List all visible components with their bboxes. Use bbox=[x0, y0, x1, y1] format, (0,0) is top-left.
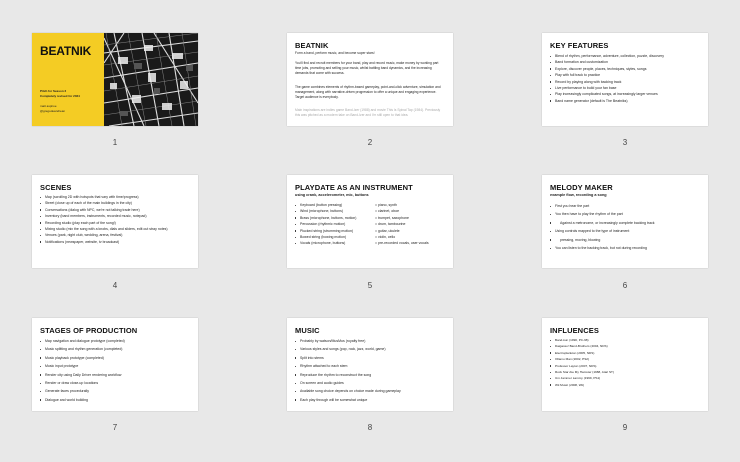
list-item: Venues (park, night club, wedding, arena, festival) bbox=[40, 232, 192, 238]
city-map-image bbox=[104, 33, 198, 126]
slide-number: 7 bbox=[112, 423, 118, 432]
list-item: Record by playing along with backing track bbox=[550, 79, 702, 85]
list-item: Band formation and customization bbox=[550, 59, 702, 65]
list-item: Play with full track to practice bbox=[550, 72, 702, 78]
instrument-type: = violin, cello bbox=[375, 235, 396, 240]
slide-number: 3 bbox=[622, 138, 628, 147]
slide-title: SCENES bbox=[40, 183, 72, 192]
list-item: Mixing studio (mix the song with a knobs, dials and sliders, edit out stray notes) bbox=[40, 226, 192, 232]
instrument-type: = clarinet, oboe bbox=[375, 209, 400, 214]
faded-paragraph: Main inspirations are indies game Band-Izer (1988) and movie This Is Spinal Tap (1984). Previously this was pitched as a modern take on Band-Izer and I'm still open to that idea. bbox=[295, 108, 441, 118]
slide-title: INFLUENCES bbox=[550, 326, 599, 335]
feature-list bbox=[550, 53, 702, 104]
list-item: Band name generator (default is The Beatniks) bbox=[550, 98, 702, 104]
input-method: Percussion (rhythmic motion) bbox=[300, 222, 346, 227]
input-method: Vocals (microphone, buttons) bbox=[300, 241, 346, 246]
list-item: Map navigation and dialogue prototype (completed) bbox=[40, 337, 192, 345]
list-item: Explore, discover people, places, techniques, styles, songs bbox=[550, 66, 702, 72]
list-item bbox=[295, 240, 447, 246]
slide-subtitle: using crank, accelerometer, mic, buttons bbox=[295, 193, 369, 197]
instrument-type: = piano, synth bbox=[375, 203, 397, 207]
credit-line: matt aspiroe bbox=[40, 104, 57, 108]
list-item: Professor Layton (2007, NDS) bbox=[550, 363, 702, 369]
list-item: Map (scrolling 2D with hotspots that vary with time/progress) bbox=[40, 194, 192, 200]
list-item: Probably by watson/MusMus (royalty free) bbox=[295, 337, 447, 345]
list-item: Using controls mapped to the type of instrument bbox=[550, 227, 702, 235]
instrument-mapping-list bbox=[295, 202, 447, 247]
slide-thumbnail-2[interactable] bbox=[287, 33, 453, 126]
list-item: Available song choice depends on choice made during gameplay bbox=[295, 387, 447, 395]
list-item: Play increasingly complicated songs, at increasingly larger venues bbox=[550, 91, 702, 97]
instrument-type: = drum, tambourine bbox=[375, 222, 406, 227]
slide-title: KEY FEATURES bbox=[550, 41, 609, 50]
slide-number: 1 bbox=[112, 138, 118, 147]
slide-thumbnail-9[interactable] bbox=[542, 318, 708, 411]
slide-title: STAGES OF PRODUCTION bbox=[40, 326, 138, 335]
slide-title: BEATNIK bbox=[295, 41, 329, 50]
slide-number: 8 bbox=[367, 423, 373, 432]
credit-line: @gregodeandrean bbox=[40, 108, 66, 113]
instrument-type: = trumpet, saxophone bbox=[375, 215, 409, 220]
list-subitem: pressing, moving, blowing bbox=[550, 236, 702, 244]
slide-thumbnail-7[interactable] bbox=[32, 318, 198, 411]
list-item: Render or draw close-up locations bbox=[40, 379, 192, 387]
instrument-type: = guitar, ukulele bbox=[375, 228, 400, 233]
list-item: First you hear the part bbox=[550, 202, 702, 210]
slide-number: 4 bbox=[112, 281, 118, 290]
list-item: Wii Music (2008, Wii) bbox=[550, 382, 702, 388]
pitch-line: Completely revised for 2024 bbox=[40, 94, 80, 98]
list-item: Street (close up of each of the main buildings in the city) bbox=[40, 200, 192, 206]
list-item: Blend of rhythm, performance, adventure, collection, puzzle, discovery bbox=[550, 53, 702, 59]
recording-flow-list bbox=[550, 202, 702, 252]
list-item: Music splitting and rhythm generation (completed) bbox=[40, 345, 192, 353]
input-method: Wind (microphone, buttons) bbox=[300, 209, 343, 214]
list-item: Render city using Daily Driver rendering workflow bbox=[40, 371, 192, 379]
slide-title: MELODY MAKER bbox=[550, 183, 613, 192]
list-item: Generate faces procedurally bbox=[40, 387, 192, 395]
list-item: Notifications (newspaper, website, tv broadcast) bbox=[40, 239, 192, 245]
scene-list bbox=[40, 194, 192, 245]
list-item: Split into stems bbox=[295, 354, 447, 362]
slide-title: BEATNIK bbox=[40, 44, 92, 58]
list-item: Recording studio (play each part of the song!) bbox=[40, 220, 192, 226]
music-list bbox=[295, 337, 447, 404]
input-method: Bowed string (bowing motion) bbox=[300, 235, 347, 240]
input-method: Brass (microphone, buttons, motion) bbox=[300, 215, 357, 220]
input-method: Keyboard (button pressing) bbox=[300, 203, 343, 207]
influences-list bbox=[550, 337, 702, 388]
slide-number: 5 bbox=[367, 281, 373, 290]
slide-number: 2 bbox=[367, 138, 373, 147]
list-item: Daigasso! Band-Brothers (2004, NDS) bbox=[550, 343, 702, 349]
slide-thumbnail-5[interactable] bbox=[287, 175, 453, 268]
list-item: Ollamo Man (2002, PS2) bbox=[550, 356, 702, 362]
list-item: Music input prototype bbox=[40, 362, 192, 370]
list-item: Band-kun (1990, PC-98) bbox=[550, 337, 702, 343]
slide-subtitle: example flow, recording a song bbox=[550, 193, 607, 197]
list-subitem: Against a metronome, or increasingly complete backing track bbox=[550, 219, 702, 227]
slide-number: 9 bbox=[622, 423, 628, 432]
slide-thumbnail-1[interactable] bbox=[32, 33, 198, 126]
slide-thumbnail-8[interactable] bbox=[287, 318, 453, 411]
list-item: Each play through will be somewhat unique bbox=[295, 396, 447, 404]
slide-title: PLAYDATE AS AN INSTRUMENT bbox=[295, 183, 413, 192]
list-item: Rhythm attached to each stem bbox=[295, 362, 447, 370]
list-item: Inventory (band members, instruments, recorded music, notepad) bbox=[40, 213, 192, 219]
list-item: You then have to play the rhythm of the part bbox=[550, 210, 702, 218]
list-item: On screen and audio guides bbox=[295, 379, 447, 387]
instrument-type: = pre-recorded vocals, user vocals bbox=[375, 241, 429, 246]
slide-number: 6 bbox=[622, 281, 628, 290]
list-item: Dialogue and world building bbox=[40, 396, 192, 404]
list-item: Music playback prototype (completed) bbox=[40, 354, 192, 362]
slide-thumbnail-3[interactable] bbox=[542, 33, 708, 126]
body-paragraph: The game combines elements of rhythm-based gameplay, point-and-click adventure, simulation and management, along with narrative-driven progression to offer a unique and engaging experience. Target audience is everybody. bbox=[295, 85, 441, 100]
list-item: Um Jammer Lammy (1999, PS1) bbox=[550, 375, 702, 381]
pitch-line: Pitch for Season 2 bbox=[40, 89, 67, 93]
list-item: Live performance to build your fan base bbox=[550, 85, 702, 91]
input-method: Plucked string (strumming motion) bbox=[300, 228, 354, 233]
list-item: Various styles and songs (pop, rock, jazz, world, game) bbox=[295, 345, 447, 353]
list-item: Conversations (dialog with NPC, we're not talking trade here) bbox=[40, 207, 192, 213]
list-item: Reproduce the rhythm to reconstruct the song bbox=[295, 371, 447, 379]
list-item: Rock Star Ate My Hamster (1988, Atari ST) bbox=[550, 369, 702, 375]
production-stages-list bbox=[40, 337, 192, 404]
list-item: Electroplankton (2005, NDS) bbox=[550, 350, 702, 356]
slide-thumbnail-4[interactable] bbox=[32, 175, 198, 268]
slide-title: MUSIC bbox=[295, 326, 320, 335]
list-item: You can listen to the backing track, but not during recording bbox=[550, 244, 702, 252]
body-paragraph: You'll find and recruit members for your band, play and record music, make money by working part time jobs, promoting and selling your music, whilst battling band dynamics, and the increasing demands that come with success. bbox=[295, 61, 439, 76]
slide-thumbnail-6[interactable] bbox=[542, 175, 708, 268]
intro-text: Form a band, perform music, and become super stars! bbox=[295, 51, 375, 55]
